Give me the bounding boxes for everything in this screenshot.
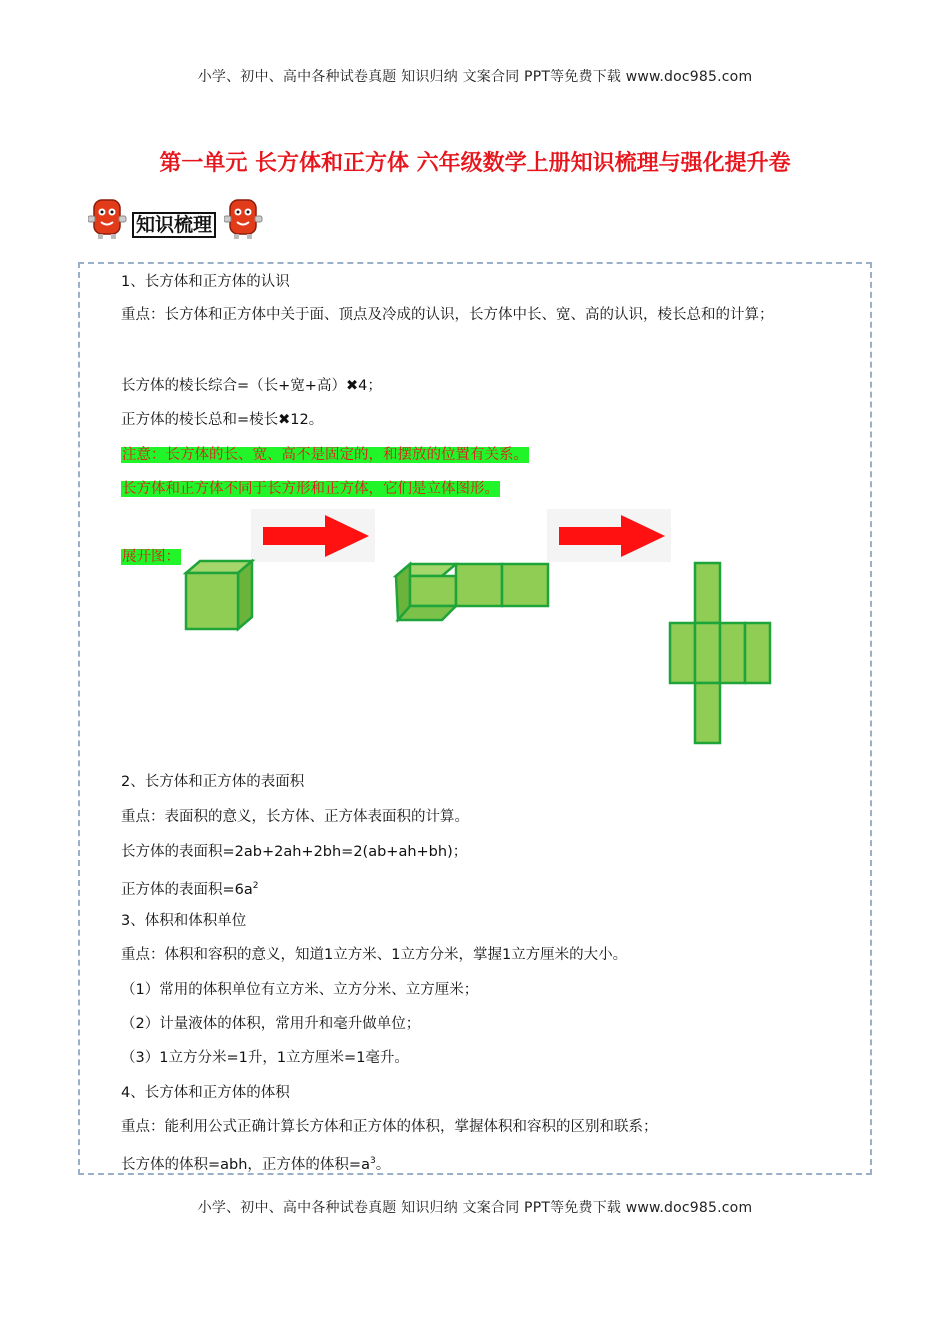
s2-formula2: 正方体的表面积=6a bbox=[121, 881, 253, 898]
s3-item1: （1）常用的体积单位有立方米、立方分米、立方厘米； bbox=[121, 982, 479, 998]
s1-key: 重点：长方体和正方体中关于面、顶点及冷成的认识，长方体中长、宽、高的认识，棱长总和的计算； bbox=[121, 307, 774, 323]
s2-key: 重点：表面积的意义，长方体、正方体表面积的计算。 bbox=[121, 809, 469, 825]
s1-formula1: 长方体的棱长综合=（长+宽+高）✖4； bbox=[121, 378, 382, 394]
s1-note1: 注意：长方体的长、宽、高不是固定的，和摆放的位置有关系。 bbox=[122, 447, 528, 463]
s3-item3: （3）1立方分米=1升，1立方厘米=1毫升。 bbox=[121, 1050, 409, 1066]
s1-formula2: 正方体的棱长总和=棱长✖12。 bbox=[121, 412, 324, 428]
s2-heading: 2、长方体和正方体的表面积 bbox=[121, 774, 305, 790]
section-tag bbox=[88, 196, 268, 240]
page-footer-text: 小学、初中、高中各种试卷真题 知识归纳 文案合同 PPT等免费下载 www.doc985.com bbox=[197, 1200, 753, 1216]
s3-item2: （2）计量液体的体积，常用升和毫升做单位； bbox=[121, 1016, 421, 1032]
arrow-right-icon-2 bbox=[547, 509, 671, 562]
s2-formula2-sup: 2 bbox=[252, 881, 259, 891]
arrow-right-icon bbox=[251, 509, 375, 562]
s2-formula1: 长方体的表面积=2ab+2ah+2bh=2(ab+ah+bh)； bbox=[121, 844, 468, 860]
section-label: 知识梳理 bbox=[132, 212, 216, 238]
s4-heading: 4、长方体和正方体的体积 bbox=[121, 1085, 290, 1101]
page-header-text: 小学、初中、高中各种试卷真题 知识归纳 文案合同 PPT等免费下载 www.doc985.com bbox=[197, 69, 753, 85]
mascot-left-icon bbox=[88, 196, 128, 240]
s1-net-label: 展开图： bbox=[122, 549, 180, 565]
s4-formula: 长方体的体积=abh，正方体的体积=a bbox=[121, 1156, 370, 1173]
cube-figure bbox=[182, 559, 256, 635]
s3-heading: 3、体积和体积单位 bbox=[121, 913, 247, 929]
s3-key: 重点：体积和容积的意义，知道1立方米、1立方分米，掌握1立方厘米的大小。 bbox=[121, 947, 628, 963]
s4-formula-tail: 。 bbox=[375, 1156, 391, 1173]
page-title: 第一单元 长方体和正方体 六年级数学上册知识梳理与强化提升卷 bbox=[159, 150, 791, 176]
mascot-right-icon bbox=[224, 196, 264, 240]
s1-note2: 长方体和正方体不同于长方形和正方体，它们是立体图形。 bbox=[122, 481, 499, 497]
cube-net-figure bbox=[666, 560, 774, 748]
s4-key: 重点：能利用公式正确计算长方体和正方体的体积，掌握体积和容积的区别和联系； bbox=[121, 1119, 658, 1135]
s4-formula-sup: 3 bbox=[369, 1156, 376, 1166]
partial-net-figure bbox=[392, 560, 552, 626]
s1-heading: 1、长方体和正方体的认识 bbox=[121, 274, 290, 290]
